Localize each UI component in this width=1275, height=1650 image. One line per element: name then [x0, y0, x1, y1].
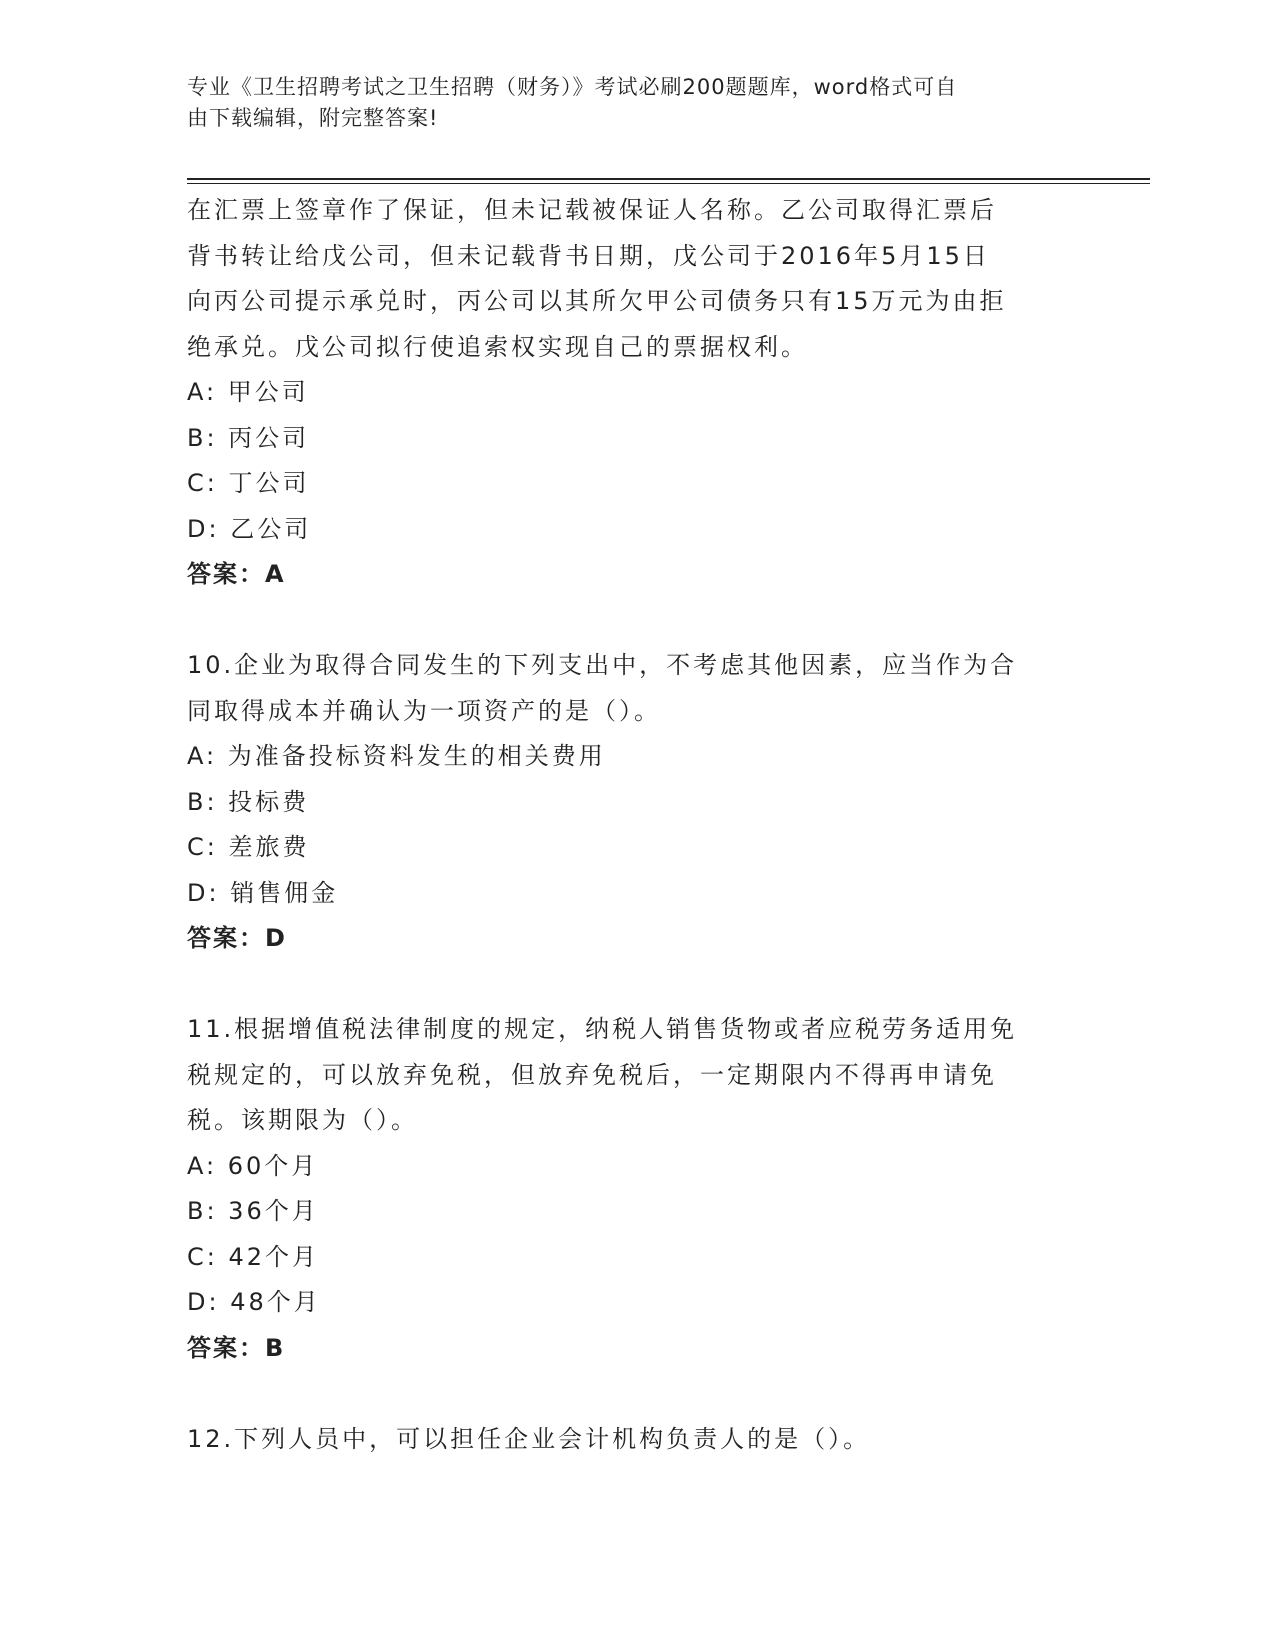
- option-b: B: 投标费: [187, 787, 310, 816]
- question-11: [187, 1007, 1087, 1371]
- question-text-line: 向丙公司提示承兑时，丙公司以其所欠甲公司债务只有15万元为由拒: [187, 287, 1007, 315]
- question-10: [187, 643, 1087, 962]
- answer: 答案：A: [187, 560, 286, 588]
- option-b: B: 36个月: [187, 1197, 319, 1225]
- option-a: A: 为准备投标资料发生的相关费用: [187, 742, 606, 770]
- question-text-line: 10.企业为取得合同发生的下列支出中，不考虑其他因素，应当作为合: [187, 651, 1018, 679]
- header-line-2: 由下载编辑，附完整答案!: [187, 106, 439, 130]
- question-text-line: 同取得成本并确认为一项资产的是（）。: [187, 696, 661, 725]
- question-text-line: 税。该期限为（）。: [187, 1106, 418, 1134]
- page-header: [187, 72, 1087, 134]
- spacer: [187, 1371, 1087, 1417]
- answer: 答案：B: [187, 1333, 286, 1362]
- option-d: D: 乙公司: [187, 514, 312, 543]
- header-divider: [187, 178, 1150, 184]
- question-text-line: 12.下列人员中，可以担任企业会计机构负责人的是（）。: [187, 1424, 871, 1453]
- answer: 答案：D: [187, 924, 287, 952]
- header-line-1: 专业《卫生招聘考试之卫生招聘（财务）》考试必刷200题题库，word格式可自: [187, 75, 958, 99]
- question-9: [187, 188, 1087, 598]
- option-d: D: 48个月: [187, 1288, 321, 1316]
- option-b: B: 丙公司: [187, 423, 310, 452]
- document-body: [187, 188, 1087, 1462]
- question-12: [187, 1417, 1087, 1463]
- option-a: A: 60个月: [187, 1151, 319, 1180]
- option-c: C: 差旅费: [187, 833, 310, 861]
- question-text-line: 绝承兑。戊公司拟行使追索权实现自己的票据权利。: [187, 332, 808, 361]
- question-text-line: 税规定的，可以放弃免税，但放弃免税后，一定期限内不得再申请免: [187, 1060, 997, 1089]
- option-c: C: 丁公司: [187, 469, 310, 497]
- question-text-line: 背书转让给戊公司，但未记载背书日期，戊公司于2016年5月15日: [187, 241, 990, 270]
- spacer: [187, 598, 1087, 644]
- spacer: [187, 962, 1087, 1008]
- option-c: C: 42个月: [187, 1242, 320, 1271]
- question-text-line: 11.根据增值税法律制度的规定，纳税人销售货物或者应税劳务适用免: [187, 1015, 1018, 1043]
- option-a: A: 甲公司: [187, 378, 309, 406]
- question-text-line: 在汇票上签章作了保证，但未记载被保证人名称。乙公司取得汇票后: [187, 196, 997, 224]
- option-d: D: 销售佣金: [187, 878, 339, 907]
